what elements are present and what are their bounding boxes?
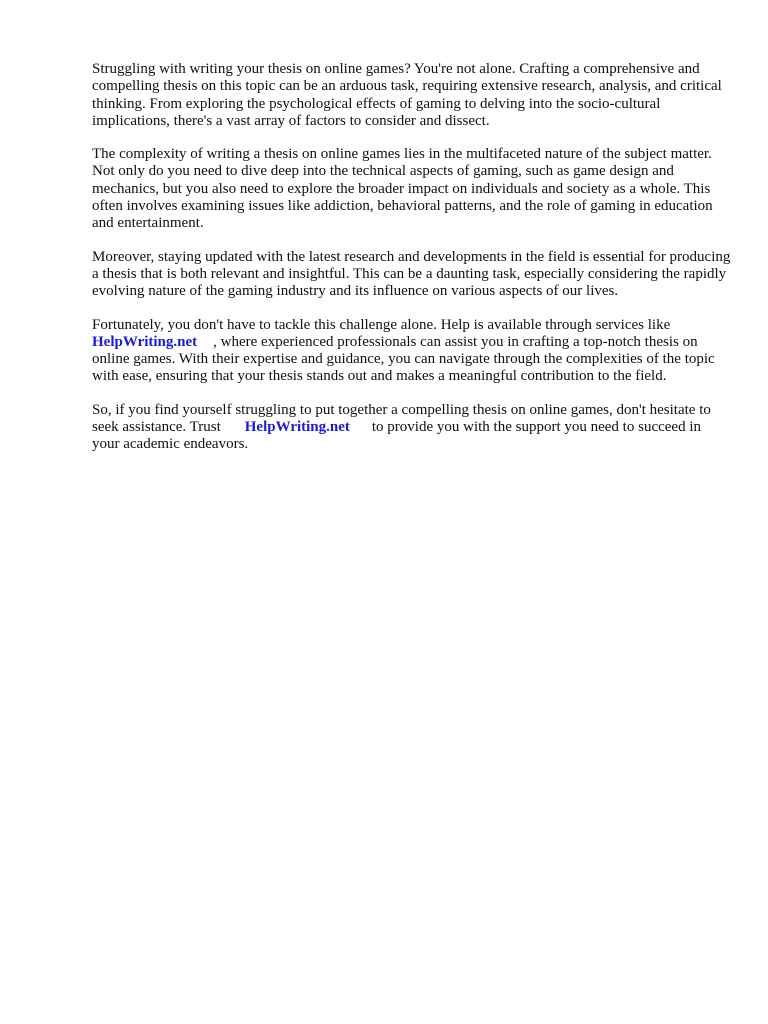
paragraph-closing-text-after: to provide you with the support you need to succeed in your academic endeavors. [92, 419, 701, 453]
helpwriting-link-2[interactable]: HelpWriting.net [244, 419, 350, 436]
document-body [92, 61, 732, 470]
paragraph-closing [92, 402, 732, 454]
paragraph-intro: Struggling with writing your thesis on online games? You're not alone. Crafting a comprehensive and compelling thesis on this topic can be an arduous task, requiring extensive research, analysis, and critical thinking. From exploring the psychological effects of gaming to delving into the socio-cultural implications, there's a vast array of factors to consider and dissect. [92, 61, 722, 129]
paragraph-complexity: The complexity of writing a thesis on online games lies in the multifaceted nature of the subject matter. Not only do you need to dive deep into the technical aspects of gaming, such as game design and mechanics, but you also need to explore the broader impact on individuals and society as a whole. This often involves examining issues like addiction, behavioral patterns, and the role of gaming in education and entertainment. [92, 146, 713, 232]
paragraph-research: Moreover, staying updated with the latest research and developments in the field is essential for producing a thesis that is both relevant and insightful. This can be a daunting task, especially considering the rapidly evolving nature of the gaming industry and its influence on various aspects of our lives. [92, 248, 731, 300]
helpwriting-link[interactable]: HelpWriting.net [92, 333, 198, 350]
paragraph-help [92, 317, 732, 386]
paragraph-help-text-before: Fortunately, you don't have to tackle this challenge alone. Help is available through services like [92, 316, 671, 333]
paragraph-help-text-after: , where experienced professionals can assist you in crafting a top-notch thesis on online games. With their expertise and guidance, you can navigate through the complexities of the topic with ease, ensuring that your thesis stands out and makes a meaningful contribution to the field. [92, 333, 715, 385]
paragraph-closing-text-before: So, if you find yourself struggling to put together a compelling thesis on online games, don't hesitate to seek assistance. Trust [92, 401, 711, 436]
